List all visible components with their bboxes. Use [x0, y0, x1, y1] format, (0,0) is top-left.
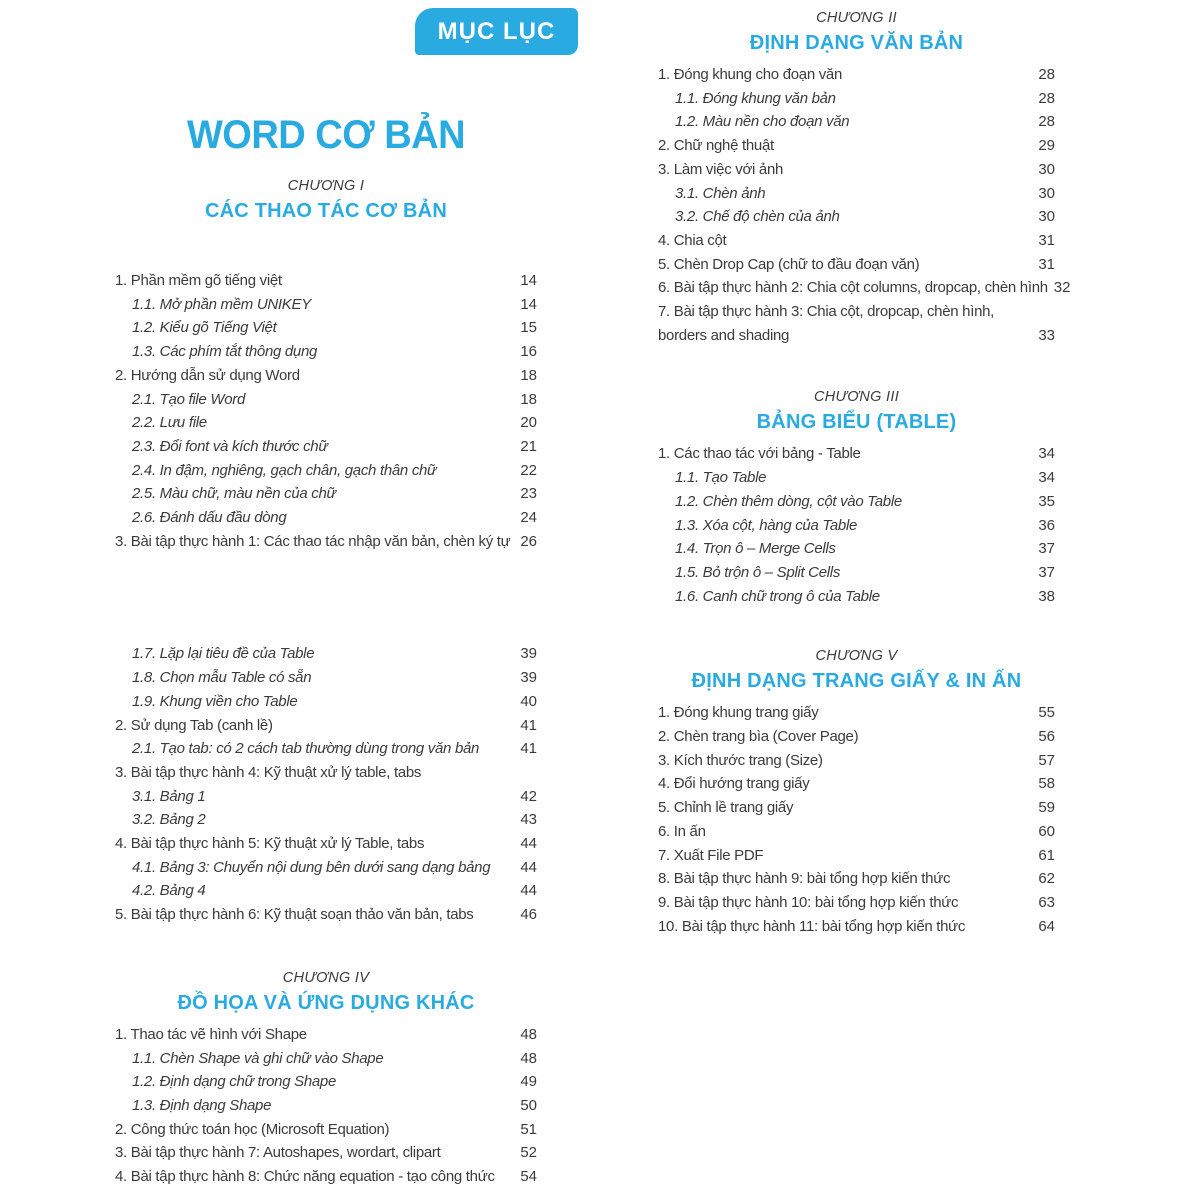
toc-entry-label: 2. Công thức toán học (Microsoft Equation) — [115, 1120, 390, 1138]
toc-entry — [658, 514, 1055, 538]
toc-entry — [115, 1047, 537, 1071]
toc-entry-label: 6. Bài tập thực hành 2: Chia cột columns, dropcap, chèn hình — [658, 279, 1048, 297]
toc-entry — [115, 1118, 537, 1142]
chapter-title: ĐỊNH DẠNG VĂN BẢN — [749, 32, 964, 54]
toc-entry — [658, 585, 1055, 609]
toc-entry — [658, 749, 1055, 773]
toc-entry — [115, 856, 537, 880]
toc-entry-label: 1.1. Chèn Shape và ghi chữ vào Shape — [132, 1049, 384, 1067]
toc-entry-page: 62 — [1038, 870, 1055, 888]
toc-entry-page: 56 — [1038, 728, 1055, 746]
toc-entry-page: 44 — [520, 835, 537, 853]
toc-entry-label: 2.1. Tạo tab: có 2 cách tab thường dùng trong văn bản — [132, 740, 480, 758]
toc-entry-page: 64 — [1038, 917, 1055, 935]
chapter-label: CHƯƠNG II — [816, 10, 897, 26]
toc-entry-page: 34 — [1038, 469, 1055, 487]
toc-entry — [115, 269, 537, 293]
toc-entry-page: 31 — [1038, 231, 1055, 249]
toc-entry-page: 30 — [1038, 208, 1055, 226]
toc-entry-label: 1.1. Đóng khung văn bản — [675, 89, 836, 107]
toc-entry-page: 42 — [520, 787, 537, 805]
toc-entry — [115, 879, 537, 903]
toc-entry-label: 4.2. Bảng 4 — [132, 882, 206, 900]
toc-entry-page: 51 — [520, 1120, 537, 1138]
toc-entry-page: 61 — [1038, 846, 1055, 864]
toc-entry-label: 3. Làm việc với ảnh — [658, 160, 784, 178]
toc-entry-label: 5. Bài tập thực hành 6: Kỹ thuật soạn thảo văn bản, tabs — [115, 906, 474, 924]
left-blocks-container — [115, 176, 537, 1189]
toc-entry-label: 9. Bài tập thực hành 10: bài tổng hợp kiến thức — [658, 893, 959, 911]
toc-entry-label: 2.2. Lưu file — [132, 414, 207, 432]
toc-entry-page: 35 — [1038, 492, 1055, 510]
toc-entry — [658, 725, 1055, 749]
toc-list — [115, 269, 537, 553]
toc-entry — [658, 490, 1055, 514]
toc-entry-page: 26 — [520, 532, 537, 550]
toc-entry-page: 21 — [520, 437, 537, 455]
toc-entry-page: 23 — [520, 485, 537, 503]
toc-entry — [115, 808, 537, 832]
toc-entry-label: 2.6. Đánh dấu đầu dòng — [132, 509, 287, 527]
toc-entry — [658, 134, 1055, 158]
toc-entry — [658, 701, 1055, 725]
toc-entry-label: 1. Các thao tác với bảng - Table — [658, 445, 861, 463]
toc-entry-label: 1.3. Các phím tắt thông dụng — [132, 343, 318, 361]
toc-entry-label: 1.6. Canh chữ trong ô của Table — [675, 587, 880, 605]
right-blocks-container — [658, 8, 1071, 938]
toc-entry-page: 28 — [1038, 89, 1055, 107]
toc-entry — [658, 87, 1055, 111]
toc-entry — [658, 110, 1055, 134]
toc-entry-label: 2. Chèn trang bìa (Cover Page) — [658, 728, 859, 746]
toc-entry-label: 1. Thao tác vẽ hình với Shape — [115, 1025, 307, 1043]
toc-entry-page: 37 — [1038, 540, 1055, 558]
toc-entry — [115, 435, 537, 459]
toc-entry-page: 59 — [1038, 799, 1055, 817]
toc-entry — [115, 316, 537, 340]
toc-list — [658, 701, 1055, 938]
toc-entry — [658, 63, 1055, 87]
toc-list — [658, 442, 1055, 608]
toc-entry — [115, 761, 537, 785]
toc-entry-label: 3. Bài tập thực hành 7: Autoshapes, wordart, clipart — [115, 1144, 441, 1162]
toc-entry-label: 4. Đổi hướng trang giấy — [658, 775, 810, 793]
toc-entry — [115, 530, 537, 554]
toc-entry — [658, 466, 1055, 490]
chapter-title: CÁC THAO TÁC CƠ BẢN — [205, 200, 447, 222]
toc-entry-page: 14 — [520, 295, 537, 313]
toc-entry — [115, 642, 537, 666]
toc-entry-label: 7. Bài tập thực hành 3: Chia cột, dropcap, chèn hình, borders and shading — [658, 303, 995, 344]
toc-entry — [115, 411, 537, 435]
toc-entry-page: 44 — [520, 858, 537, 876]
toc-entry-label: 4. Bài tập thực hành 8: Chức năng equation - tạo công thức — [115, 1168, 495, 1186]
toc-entry-label: 1.4. Trọn ô – Merge Cells — [675, 540, 836, 558]
chapter-label: CHƯƠNG IV — [282, 969, 370, 986]
toc-entry-page: 39 — [520, 669, 537, 687]
toc-entry-page: 41 — [520, 716, 537, 734]
toc-block — [658, 387, 1055, 608]
toc-entry-label: 1.1. Tạo Table — [675, 469, 767, 487]
toc-entry-label: 2. Chữ nghệ thuật — [658, 137, 774, 155]
toc-entry-label: 8. Bài tập thực hành 9: bài tổng hợp kiến thức — [658, 870, 951, 888]
toc-entry-label: 2.5. Màu chữ, màu nền của chữ — [132, 485, 336, 503]
toc-entry — [658, 205, 1055, 229]
toc-entry-label: 3.1. Chèn ảnh — [675, 184, 766, 202]
toc-block — [658, 8, 1071, 347]
toc-entry-page: 22 — [520, 461, 537, 479]
toc-entry — [115, 388, 537, 412]
toc-left-column — [115, 0, 537, 1189]
toc-entry-label: 1.2. Định dạng chữ trong Shape — [132, 1073, 336, 1091]
toc-list — [115, 642, 537, 926]
toc-block — [658, 646, 1055, 938]
toc-entry-label: 3. Bài tập thực hành 1: Các thao tác nhập văn bản, chèn ký tự — [115, 532, 511, 550]
toc-entry-page: 32 — [1053, 279, 1071, 297]
chapter-label: CHƯƠNG V — [815, 648, 898, 665]
toc-entry-page: 14 — [520, 272, 537, 289]
toc-entry-page: 41 — [520, 740, 537, 758]
toc-entry-page: 58 — [1038, 775, 1055, 793]
toc-entry — [115, 1141, 537, 1165]
toc-entry-page: 24 — [520, 509, 537, 527]
toc-entry-page: 44 — [520, 882, 537, 900]
toc-entry-page: 57 — [1038, 751, 1055, 769]
book-title: WORD CƠ BẢN — [186, 113, 466, 158]
toc-entry-label: 1.2. Chèn thêm dòng, cột vào Table — [675, 492, 902, 510]
toc-entry-label: 7. Xuất File PDF — [658, 846, 764, 864]
toc-entry-label: 5. Chèn Drop Cap (chữ to đầu đoạn văn) — [658, 255, 920, 273]
toc-entry-label: 1. Phần mềm gõ tiếng việt — [115, 272, 282, 289]
toc-entry — [658, 891, 1055, 915]
toc-entry-page: 34 — [1038, 445, 1055, 463]
toc-entry-page: 39 — [520, 645, 537, 663]
toc-block — [115, 642, 537, 926]
toc-entry-label: 1.2. Màu nền cho đoạn văn — [675, 113, 850, 131]
toc-entry — [115, 666, 537, 690]
toc-entry-page: 38 — [1038, 587, 1055, 605]
toc-entry — [115, 832, 537, 856]
toc-entry-page: 18 — [520, 366, 537, 384]
toc-entry-page: 52 — [520, 1144, 537, 1162]
toc-entry-page: 60 — [1038, 822, 1055, 840]
toc-entry — [115, 1094, 537, 1118]
toc-right-column — [658, 0, 1071, 938]
toc-block — [115, 176, 537, 553]
chapter-title: BẢNG BIỂU (TABLE) — [756, 411, 957, 434]
toc-entry-page: 50 — [520, 1096, 537, 1114]
toc-entry — [115, 293, 537, 317]
toc-entry-page: 40 — [520, 692, 537, 710]
toc-entry-page: 36 — [1038, 516, 1055, 534]
toc-entry — [658, 844, 1055, 868]
toc-entry — [115, 340, 537, 364]
toc-entry-label: 5. Chỉnh lề trang giấy — [658, 799, 794, 817]
toc-entry — [658, 537, 1055, 561]
toc-entry — [658, 253, 1055, 277]
toc-block — [115, 968, 537, 1189]
toc-badge-label: MỤC LỤC — [437, 17, 556, 45]
toc-entry-page: 29 — [1038, 137, 1055, 155]
toc-entry-label: 2. Sử dụng Tab (canh lề) — [115, 716, 273, 734]
toc-entry — [658, 276, 1071, 300]
toc-entry-page: 46 — [520, 906, 537, 924]
toc-entry-page: 48 — [520, 1049, 537, 1067]
toc-entry-page: 30 — [1038, 184, 1055, 202]
toc-entry — [115, 364, 537, 388]
toc-entry-label: 1.5. Bỏ trộn ô – Split Cells — [675, 563, 841, 581]
toc-entry — [658, 915, 1055, 939]
toc-entry-page: 37 — [1038, 563, 1055, 581]
toc-entry-page: 55 — [1038, 704, 1055, 722]
toc-entry — [115, 482, 537, 506]
chapter-label: CHƯƠNG I — [287, 178, 365, 194]
toc-entry — [658, 796, 1055, 820]
toc-entry-label: 1. Đóng khung cho đoạn văn — [658, 66, 843, 83]
toc-entry-page: 15 — [520, 319, 537, 337]
chapter-title: ĐỊNH DẠNG TRANG GIẤY & IN ẤN — [691, 670, 1022, 693]
toc-entry-label: 1.2. Kiểu gõ Tiếng Việt — [132, 319, 277, 337]
toc-entry — [658, 820, 1055, 844]
toc-entry-page: 33 — [1038, 326, 1055, 344]
toc-entry-label: 2.4. In đậm, nghiêng, gạch chân, gạch thân chữ — [132, 461, 437, 479]
toc-entry-label: 3. Kích thước trang (Size) — [658, 751, 823, 769]
toc-entry — [115, 506, 537, 530]
toc-entry — [115, 785, 537, 809]
toc-entry — [658, 442, 1055, 466]
toc-entry — [658, 300, 1055, 347]
toc-entry-label: 2. Hướng dẫn sử dụng Word — [115, 366, 300, 384]
toc-entry — [658, 867, 1055, 891]
toc-entry-page: 28 — [1038, 113, 1055, 131]
toc-entry-label: 6. In ấn — [658, 822, 706, 840]
toc-entry-label: 1.3. Xóa cột, hàng của Table — [675, 516, 858, 534]
toc-entry — [658, 772, 1055, 796]
toc-entry-label: 1.8. Chọn mẫu Table có sẵn — [132, 669, 312, 687]
toc-entry — [658, 229, 1055, 253]
toc-entry-page: 63 — [1038, 893, 1055, 911]
toc-entry-label: 3.2. Chế độ chèn của ảnh — [675, 208, 840, 226]
toc-entry-label: 3.1. Bảng 1 — [132, 787, 206, 805]
toc-entry — [115, 459, 537, 483]
toc-entry-page: 49 — [520, 1073, 537, 1091]
toc-entry-page: 48 — [520, 1025, 537, 1043]
toc-entry — [115, 903, 537, 927]
toc-entry-label: 1. Đóng khung trang giấy — [658, 704, 819, 722]
toc-entry-page: 54 — [520, 1168, 537, 1186]
toc-entry — [115, 690, 537, 714]
toc-entry — [658, 561, 1055, 585]
toc-entry — [115, 1165, 537, 1189]
toc-entry — [115, 1070, 537, 1094]
toc-entry-page: 20 — [520, 414, 537, 432]
toc-entry-label: 2.1. Tạo file Word — [132, 390, 245, 408]
toc-entry-label: 2.3. Đổi font và kích thước chữ — [132, 437, 328, 455]
toc-entry — [658, 158, 1055, 182]
toc-entry-page: 28 — [1038, 66, 1055, 83]
toc-entry-label: 4. Chia cột — [658, 231, 727, 249]
toc-entry-page: 30 — [1038, 160, 1055, 178]
chapter-title: ĐỒ HỌA VÀ ỨNG DỤNG KHÁC — [177, 991, 475, 1014]
toc-list — [658, 63, 1071, 347]
toc-entry — [658, 182, 1055, 206]
toc-entry-label: 10. Bài tập thực hành 11: bài tổng hợp kiến thức — [658, 917, 966, 935]
toc-entry-label: 1.3. Định dạng Shape — [132, 1096, 272, 1114]
toc-entry-label: 1.9. Khung viền cho Table — [132, 692, 298, 710]
toc-entry-label: 1.7. Lặp lại tiêu đề của Table — [132, 645, 315, 663]
toc-entry-page: 16 — [520, 343, 537, 361]
toc-entry — [115, 1023, 537, 1047]
toc-entry-label: 3. Bài tập thực hành 4: Kỹ thuật xử lý table, tabs — [115, 763, 422, 781]
toc-entry-label: 4.1. Bảng 3: Chuyển nội dung bên dưới sang dạng bảng — [132, 858, 491, 876]
toc-entry-page: 43 — [520, 811, 537, 829]
toc-entry-page: 18 — [520, 390, 537, 408]
toc-entry-label: 3.2. Bảng 2 — [132, 811, 206, 829]
toc-entry-page: 31 — [1038, 255, 1055, 273]
toc-entry — [115, 714, 537, 738]
toc-entry-label: 4. Bài tập thực hành 5: Kỹ thuật xử lý Table, tabs — [115, 835, 425, 853]
chapter-label: CHƯƠNG III — [813, 389, 900, 406]
toc-entry — [115, 737, 537, 761]
toc-entry-label: 1.1. Mở phần mềm UNIKEY — [132, 295, 311, 313]
toc-list — [115, 1023, 537, 1189]
